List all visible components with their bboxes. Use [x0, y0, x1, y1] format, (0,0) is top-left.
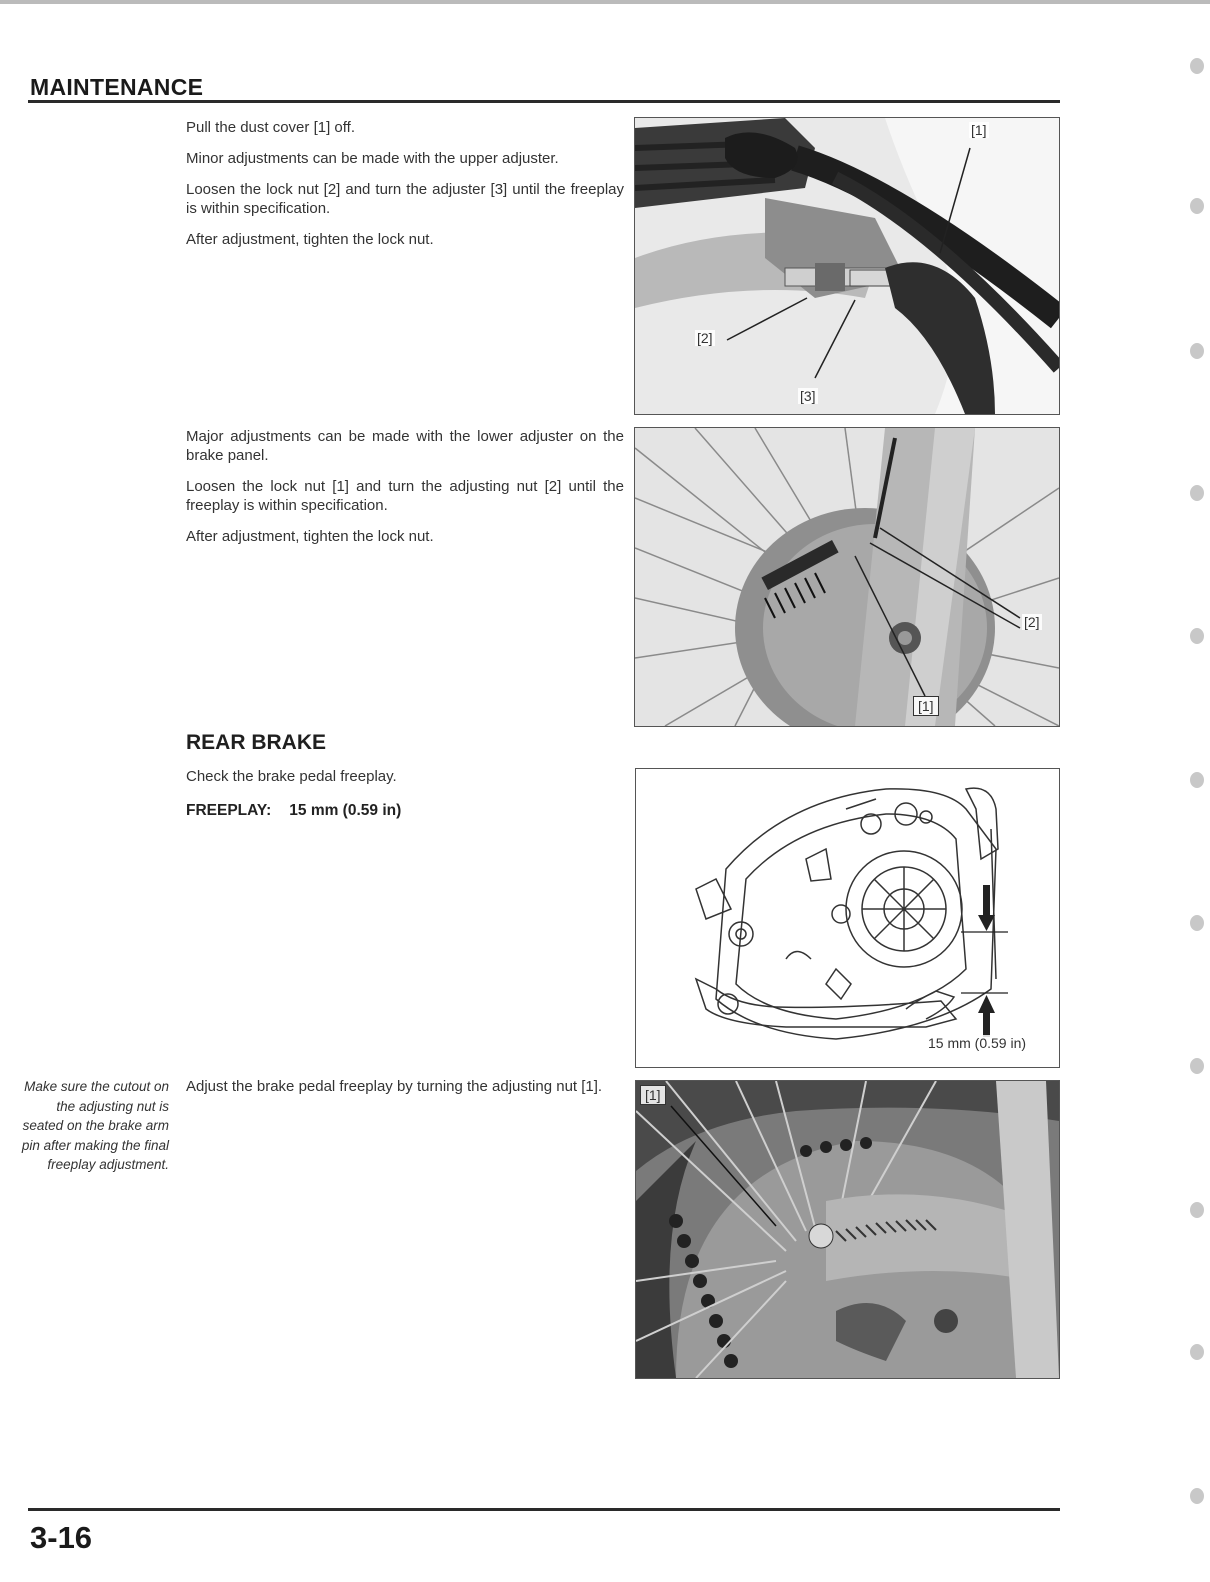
paragraph: After adjustment, tighten the lock nut. — [186, 528, 434, 545]
page-number: 3-16 — [30, 1520, 93, 1555]
footer-rule — [28, 1508, 1060, 1511]
binder-hole — [1190, 485, 1204, 501]
rear-brake-check-text — [186, 767, 624, 798]
paragraph: Adjust the brake pedal freeplay by turning the adjusting nut [1]. — [186, 1078, 603, 1095]
rear-brake-adjust-text — [186, 1077, 624, 1108]
binder-hole — [1190, 198, 1204, 214]
title-rule — [28, 100, 1060, 103]
freeplay-spec-value: 15 mm (0.59 in) — [289, 802, 402, 819]
top-edge-rule — [0, 0, 1210, 4]
binder-hole — [1190, 1344, 1204, 1360]
front-brake-photo-illustration — [635, 428, 1059, 726]
section-title: MAINTENANCE — [30, 74, 204, 100]
binder-hole — [1190, 58, 1204, 74]
rear-brake-line-diagram — [636, 769, 1059, 1067]
paragraph: Check the brake pedal freeplay. — [186, 768, 397, 785]
binder-hole — [1190, 1488, 1204, 1504]
paragraph: After adjustment, tighten the lock nut. — [186, 231, 434, 248]
binder-hole — [1190, 628, 1204, 644]
binder-hole — [1190, 772, 1204, 788]
callout-label-2: [2] — [697, 330, 713, 346]
freeplay-spec-label: FREEPLAY: — [186, 802, 272, 819]
upper-adjuster-photo — [634, 117, 1060, 415]
lower-adjuster-photo — [634, 427, 1060, 727]
freeplay-diagram-caption: 15 mm (0.59 in) — [928, 1035, 1027, 1051]
paragraph: Major adjustments can be made with the lower adjuster on the brake panel. — [186, 428, 624, 464]
callout-label-1: [1] — [640, 1085, 666, 1105]
paragraph: Pull the dust cover [1] off. — [186, 119, 355, 136]
binder-hole — [1190, 343, 1204, 359]
rear-adjusting-nut-photo — [635, 1080, 1060, 1379]
paragraph: Loosen the lock nut [2] and turn the adjuster [3] until the freeplay is within specification. — [186, 181, 624, 217]
paragraph: Minor adjustments can be made with the upper adjuster. — [186, 150, 559, 167]
lower-adjuster-text — [186, 427, 624, 558]
binder-hole — [1190, 1058, 1204, 1074]
rear-brake-heading: REAR BRAKE — [186, 731, 327, 754]
callout-label-2: [2] — [1024, 614, 1040, 630]
paragraph: Loosen the lock nut [1] and turn the adjusting nut [2] until the freeplay is within specification. — [186, 478, 624, 514]
freeplay-spec — [186, 802, 401, 820]
side-note: Make sure the cutout on the adjusting nut is seated on the brake arm pin after making the final freeplay adjustment. — [21, 1079, 169, 1172]
binder-hole — [1190, 915, 1204, 931]
binder-hole — [1190, 1202, 1204, 1218]
rear-wheel-photo-illustration — [636, 1081, 1059, 1378]
callout-label-1: [1] — [971, 122, 987, 138]
callout-label-3: [3] — [800, 388, 816, 404]
freeplay-diagram — [635, 768, 1060, 1068]
upper-adjuster-text — [186, 118, 624, 261]
lever-photo-illustration — [635, 118, 1059, 414]
callout-label-1: [1] — [913, 696, 939, 716]
